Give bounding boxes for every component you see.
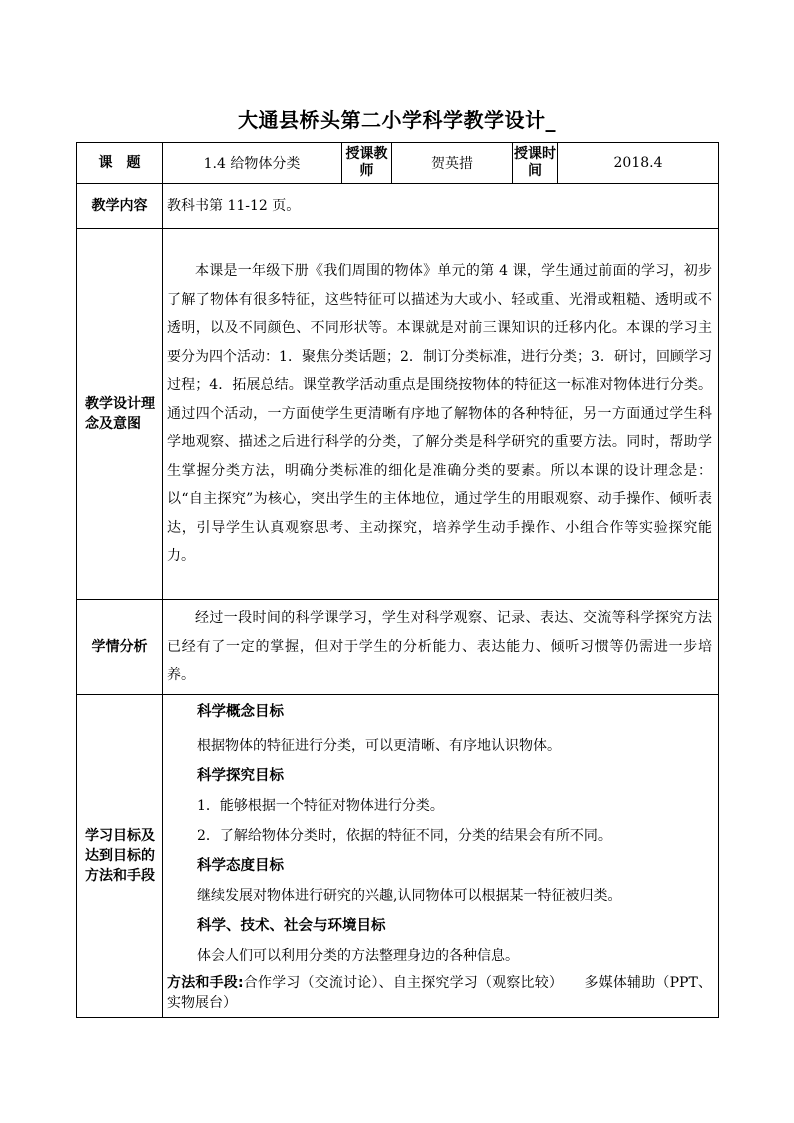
concept-row [77,229,719,600]
inquiry-goal-item-2: 2．了解给物体分类时，依据的特征不同，分类的结果会有所不同。 [197,828,612,844]
content-value: 教科书第 11-12 页。 [163,184,719,229]
content-label: 教学内容 [77,184,163,229]
concept-label: 教学设计理念及意图 [77,229,163,600]
concept-text: 本课是一年级下册《我们周围的物体》单元的第 4 课，学生通过前面的学习，初步了解了物体有很多特征，这些特征可以描述为大或小、轻或重、光滑或粗糙、透明或不透明，以及不同颜色、不同形状等。本课就是对前三课知识的迁移内化。本课的学习主要分为四个活动：1．聚焦分类话题；2．制订分类标准，进行分类；3．研讨，回顾学习过程；4．拓展总结。课堂教学活动重点是围绕按物体的特征这一标准对物体进行分类。通过四个活动，一方面使学生更清晰有序地了解物体的各种特征，另一方面通过学生科学地观察、描述之后进行科学的分类，了解分类是科学研究的重要方法。同时，帮助学生掌握分类方法，明确分类标准的细化是准确分类的要素。所以本课的设计理念是：以“自主探究”为核心，突出学生的主体地位，通过学生的用眼观察、动手操作、倾听表达，引导学生认真观察思考、主动探究，培养学生动手操作、小组合作等实验探究能力。 [167,263,712,565]
inquiry-goal-item-1: 1．能够根据一个特征对物体进行分类。 [197,798,444,814]
analysis-row [77,600,719,695]
header-row [77,143,719,184]
attitude-goal-text: 继续发展对物体进行研究的兴趣,认同物体可以根据某一特征被归类。 [197,888,622,904]
content-row [77,184,719,229]
lesson-plan-table [76,142,719,1018]
method-text: 合作学习（交流讨论）、自主探究学习（观察比较） 多媒体辅助（PPT、实物展台） [167,975,712,1011]
sts-goal-text: 体会人们可以利用分类的方法整理身边的各种信息。 [197,948,519,964]
document-title: 大通县桥头第二小学科学教学设计_ [238,108,556,132]
attitude-goal-title: 科学态度目标 [197,858,284,874]
teacher-label: 授课教师 [342,143,392,184]
concept-goal-title: 科学概念目标 [197,704,284,720]
concept-goal-text: 根据物体的特征进行分类，可以更清晰、有序地认识物体。 [197,738,561,754]
method-line [167,973,712,1013]
time-value: 2018.4 [558,143,719,184]
goals-label: 学习目标及达到目标的方法和手段 [77,695,163,1018]
goals-row [77,695,719,1018]
sts-goal-title: 科学、技术、社会与环境目标 [197,918,386,934]
analysis-label: 学情分析 [77,600,163,695]
inquiry-goal-title: 科学探究目标 [197,768,284,784]
teacher-value: 贺英措 [392,143,513,184]
method-label: 方法和手段: [167,975,244,991]
analysis-text: 经过一段时间的科学课学习，学生对科学观察、记录、表达、交流等科学探究方法已经有了一定的掌握，但对于学生的分析能力、表达能力、倾听习惯等仍需进一步培养。 [167,610,712,684]
topic-label: 课 题 [77,143,163,184]
time-label: 授课时间 [513,143,558,184]
topic-value: 1.4 给物体分类 [163,143,342,184]
